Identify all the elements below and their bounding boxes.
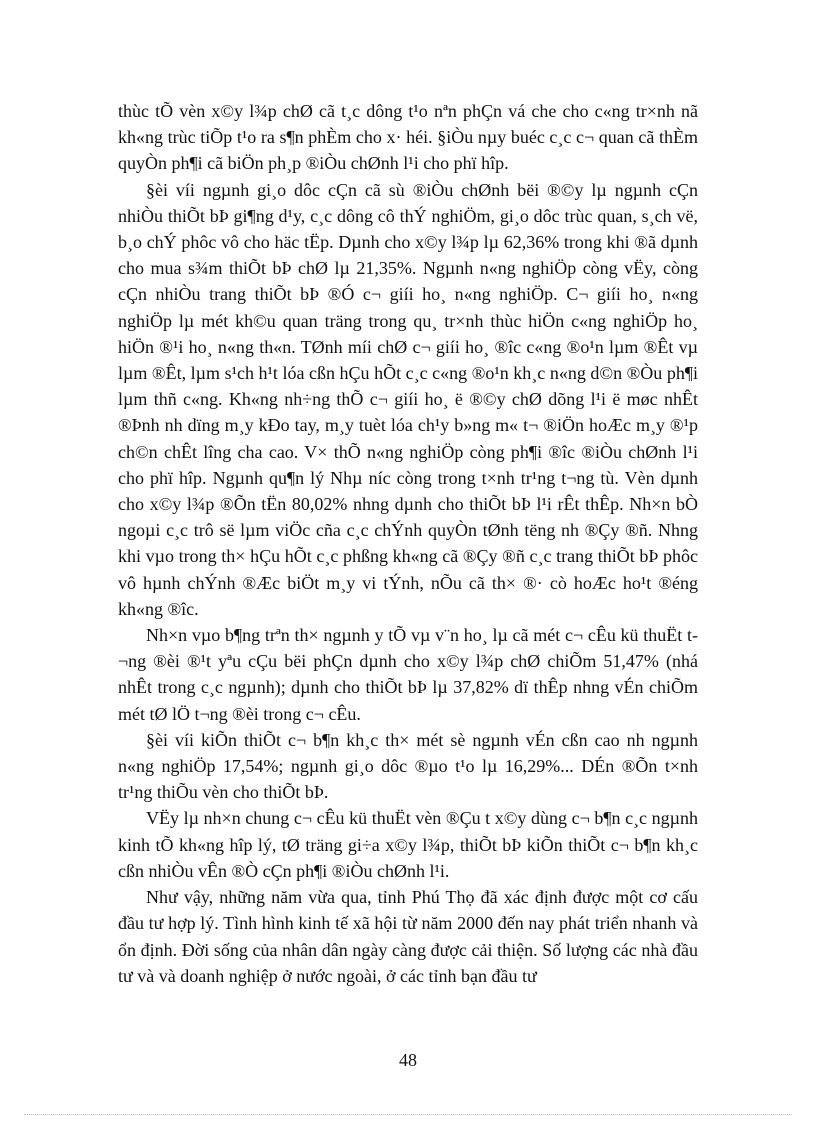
paragraph-1: thùc tÕ vèn x©y l¾p chØ cã t¸c dông t¹o nªn phÇn vá che cho c«ng tr×nh nã kh«ng trùc tiÕp t¹o ra s¶n phÈm cho x· héi. §iÒu nµy buéc c¸c c¬ quan cã thÈm quyÒn ph¶i cã biÖn ph¸p ®iÒu chØnh l¹i cho phï hîp. bbox=[118, 101, 698, 174]
paragraph-6: Như vậy, những năm vừa qua, tỉnh Phú Thọ đã xác định được một cơ cấu đầu tư hợp lý. Tình hình kinh tế xã hội từ năm 2000 đến nay phát triển nhanh và ổn định. Đời sống của nhân dân ngày càng được cải thiện. Số lượng các nhà đầu tư và và doanh nghiệp ở nước ngoài, ở các tỉnh bạn đầu tư bbox=[118, 887, 698, 986]
paragraph-2: §èi víi ngµnh gi¸o dôc cÇn cã sù ®iÒu chØnh bëi ®©y lµ ngµnh cÇn nhiÒu thiÕt bÞ gi¶ng d¹y, c¸c dông cô thÝ nghiÖm, gi¸o dôc trùc quan, s¸ch vë, b¸o chÝ phôc vô cho häc tËp. Dµnh cho x©y l¾p lµ 62,36% trong khi ®ã dµnh cho mua s¾m thiÕt bÞ chØ lµ 21,35%. Ngµnh n«ng nghiÖp còng vËy, còng cÇn nhiÒu trang thiÕt bÞ ®Ó c¬ giíi ho¸ n«ng nghiÖp. C¬ giíi ho¸ n«ng nghiÖp lµ mét kh©u quan träng trong qu¸ tr×nh thùc hiÖn c«ng nghiÖp ho¸ hiÖn ®¹i ho¸ n«ng th«n. TØnh míi chØ c¬ giíi ho¸ ®îc c«ng ®o¹n lµm ®Êt vµ lµm ®Êt, lµm s¹ch h¹t lóa cßn hÇu hÕt c¸c c«ng ®o¹n kh¸c n«ng d©n ®Òu ph¶i lµm thñ c«ng. Kh«ng nh÷ng thÕ c¬ giíi ho¸ ë ®©y chØ dõng l¹i ë møc nhÊt ®Þnh nh dïng m¸y kÐo tay, m¸y tuèt lóa ch¹y b»ng m« t¬ ®iÖn hoÆc m¸y ®¹p ch©n chÊt lîng cha cao. V× thÕ n«ng nghiÖp còng ph¶i ®îc ®iÒu chØnh l¹i cho phï hîp. Ngµnh qu¶n lý Nhµ níc còng trong t×nh tr¹ng t¬ng tù. Vèn dµnh cho x©y l¾p ®Õn tËn 80,02% nhng dµnh cho thiÕt bÞ l¹i rÊt thÊp. Nh×n bÒ ngoµi c¸c trô së lµm viÖc cña c¸c chÝnh quyÒn tØnh tëng nh ®Çy ®ñ. Nhng khi vµo trong th× hÇu hÕt c¸c phßng kh«ng cã ®Çy ®ñ c¸c trang thiÕt bÞ phôc vô hµnh chÝnh ®Æc biÖt m¸y vi tÝnh, nÕu cã th× ®· cò hoÆc ho¹t ®éng kh«ng ®îc. bbox=[118, 179, 698, 619]
paragraph-5: VËy lµ nh×n chung c¬ cÊu kü thuËt vèn ®Çu t x©y dùng c¬ b¶n c¸c ngµnh kinh tÕ kh«ng hîp lý, tØ träng gi÷a x©y l¾p, thiÕt bÞ kiÕn thiÕt c¬ b¶n kh¸c cßn nhiÒu vÊn ®Ò cÇn ph¶i ®iÒu chØnh l¹i. bbox=[118, 808, 698, 881]
page-bottom-rule bbox=[24, 1114, 792, 1115]
paragraph-3: Nh×n vµo b¶ng trªn th× ngµnh y tÕ vµ v¨n ho¸ lµ cã mét c¬ cÊu kü thuËt t¬ng ®èi ®¹t yªu cÇu bëi phÇn dµnh cho x©y l¾p chØ chiÕm 51,47% (nhá nhÊt trong c¸c ngµnh); dµnh cho thiÕt bÞ lµ 37,82% dï thÊp nhng vÉn chiÕm mét tØ lÖ t¬ng ®èi trong c¬ cÊu. bbox=[118, 625, 698, 724]
page-number: 48 bbox=[399, 1050, 417, 1070]
body-text bbox=[118, 98, 698, 989]
paragraph-4: §èi víi kiÕn thiÕt c¬ b¶n kh¸c th× mét sè ngµnh vÉn cßn cao nh ngµnh n«ng nghiÖp 17,54%; ngµnh gi¸o dôc ®µo t¹o lµ 16,29%... DÉn ®Õn t×nh tr¹ng thiÕu vèn cho thiÕt bÞ. bbox=[118, 729, 698, 803]
